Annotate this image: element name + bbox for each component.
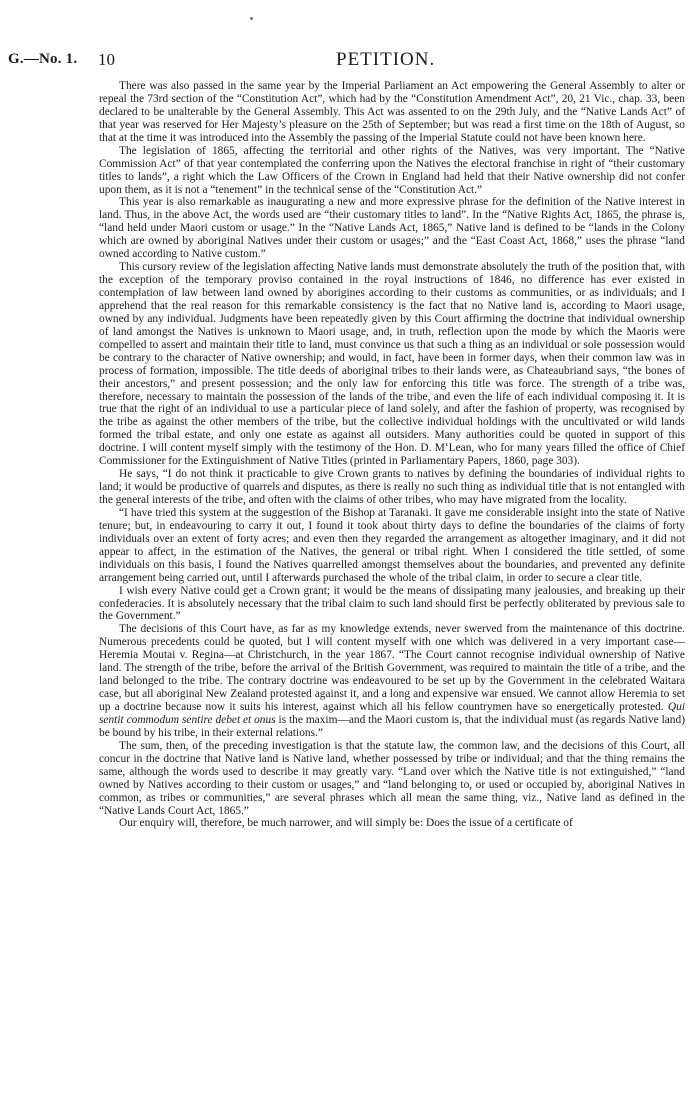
- paragraph: Our enquiry will, therefore, be much narrower, and will simply be: Does the issue of a certificate of: [119, 817, 573, 830]
- paragraph: The sum, then, of the preceding investigation is that the statute law, the common law, and the decisions of this Court, all concur in the doctrine that Native land is Native land, whether possessed by tribe or individual; and that the thing remains the same, although the words used to describe it may greatly vary. “Land over which the Native title is not extinguished,” “land owned by Natives according to their custom or usages,” and “land belonging to, or used or occupied by, aboriginal Natives in common, as tribes or communities,” are several phrases which all mean the same thing, viz., Native land as defined in the “Native Lands Court Act, 1865.”: [99, 739, 685, 817]
- paragraph-segment: is the maxim—and the Maori custom is, that the individual must (as regards Native land) be bound by his tribe, in their external relations.”: [99, 713, 685, 739]
- paragraph: I wish every Native could get a Crown grant; it would be the means of dissipating many jealousies, and breaking up their confederacies. It is absolutely necessary that the tribal claim to such land should first be perfectly obliterated by previous sale to the Government.”: [99, 584, 685, 623]
- latin-maxim: Qui sentit commodum sentire debet et onus: [99, 701, 685, 726]
- paragraph-with-maxim: [99, 623, 685, 739]
- paragraph: This cursory review of the legislation affecting Native lands must demonstrate absolutely the truth of the position that, with the exception of the temporary proviso contained in the royal instructions of 1846, no difference has ever existed in contemplation of law between land owned by aborigines according to their customs as communities, or as individuals; and I apprehend that the real reason for this remarkable consistency is the fact that no Native land is, according to Maori usage, owned by any individual. Judgments have been repeatedly given by this Court affirming the doctrine that individual ownership of land amongst the Natives is unknown to Maori usage, and, in truth, reflection upon the mode by which the Maoris were compelled to assert and maintain their title to land, must convince us that such a thing as an individual or sole possession would be contrary to the character of Native ownership; and would, in fact, have been in former days, when their common law was in process of formation, impossible. The title deeds of aboriginal tribes to their lands were, as Chateaubriand says, “the bones of their ancestors,” and present possession; and the only law for enforcing this title was force. The strength of a tribe was, therefore, necessary to maintain the possession of the lands of the tribe, and even the life of each individual composing it. It is true that the right of an individual to use a particular piece of land solely, and after the fashion of property, was recognised by the tribe as against the other members of the tribe, but the collective individual holdings with the uncultivated or wild lands formed the tribal estate, and only one estate as against all outsiders. Many authorities could be quoted in support of this doctrine. I will content myself simply with the testimony of the Hon. D. M‘Lean, who for many years filled the office of Chief Commissioner for the Extinguishment of Native Titles (printed in Parliamentary Papers, 1860, page 303).: [99, 261, 685, 468]
- document-reference: G.—No. 1.: [8, 51, 78, 67]
- page-speck: [250, 17, 253, 20]
- paragraph: There was also passed in the same year by the Imperial Parliament an Act empowering the General Assembly to alter or repeal the 73rd section of the “Constitution Act”, which had by the “Constitution Amendment Act”, 20, 21 Vic., chap. 33, been declared to be unalterable by the General Assembly. This Act was assented to on the 29th July, and the “Native Lands Act” of that year was reserved for Her Majesty’s pleasure on the 25th of September; but was read a first time on the 18th of August, so that at the time it was introduced into the Assembly the passing of the Imperial Statute could not have been known here.: [99, 80, 685, 144]
- paragraph-segment: The decisions of this Court have, as far as my knowledge extends, never swerved from the maintenance of this doctrine. Numerous precedents could be quoted, but I will content myself with one which was delivered in a very important case—Heremia Moutai v. Regina—at Christchurch, in the year 1867. “The Court cannot recognise individual ownership of Native land. The strength of the tribe, before the arrival of the British Government, was required to maintain the title of a tribe, and the land belonged to the tribe. The contrary doctrine was endeavoured to be set up by the Government in the celebrated Waitara case, but all aboriginal New Zealand protested against it, and a long and expensive war ensued. We cannot allow Heremia to set up a doctrine because now it suits his interest, against which all his fellow countrymen have so energetically protested.: [99, 623, 685, 713]
- paragraph: This year is also remarkable as inaugurating a new and more expressive phrase for the definition of the Native interest in land. Thus, in the above Act, the words used are “their customary titles to land”. In the “Native Rights Act, 1865, the phrase is, “land held under Maori custom or usage.” In the “Native Lands Act, 1865,” Native land is defined to be “lands in the Colony which are owned by aboriginal Natives under their custom or usages;” and the “East Coast Act, 1868,” uses the phrase “land owned according to Native custom.”: [99, 196, 685, 261]
- page-title: PETITION.: [336, 49, 436, 70]
- body-text: [99, 80, 685, 830]
- paragraph: The legislation of 1865, affecting the territorial and other rights of the Natives, was very important. The “Native Commission Act” of that year contemplated the conferring upon the Natives the electoral franchise in right of “their customary titles to lands”, a right which the Law Officers of the Crown in England had held that their Native ownership did not confer upon them, as it is not a “tenement” in the technical sense of the “Constitution Act.”: [99, 144, 685, 196]
- paragraph: He says, “I do not think it practicable to give Crown grants to natives by defining the boundaries of individual rights to land; it would be productive of quarrels and disputes, as there is really no such thing as individual title that is not entangled with the general interests of the tribe, and often with the claims of other tribes, who may have migrated from the locality.: [99, 468, 685, 506]
- page-number: 10: [98, 50, 115, 69]
- quoted-paragraph: “I have tried this system at the suggestion of the Bishop at Taranaki. It gave me considerable insight into the state of Native tenure; but, in endeavouring to carry it out, I found it took about thirty days to define the boundaries of the claims of forty individuals over an extent of forty acres; and even then they regarded the arrangement as altogether imaginary, and it did not appear to affect, in the estimation of the Natives, the general or tribal right. When I considered the title settled, of some individuals on this basis, I found the Natives quarrelled amongst themselves about the boundaries, and prevented any definite arrangement being carried out, until I afterwards purchased the whole of the tribal claim, in order to secure a clear title.: [99, 506, 685, 584]
